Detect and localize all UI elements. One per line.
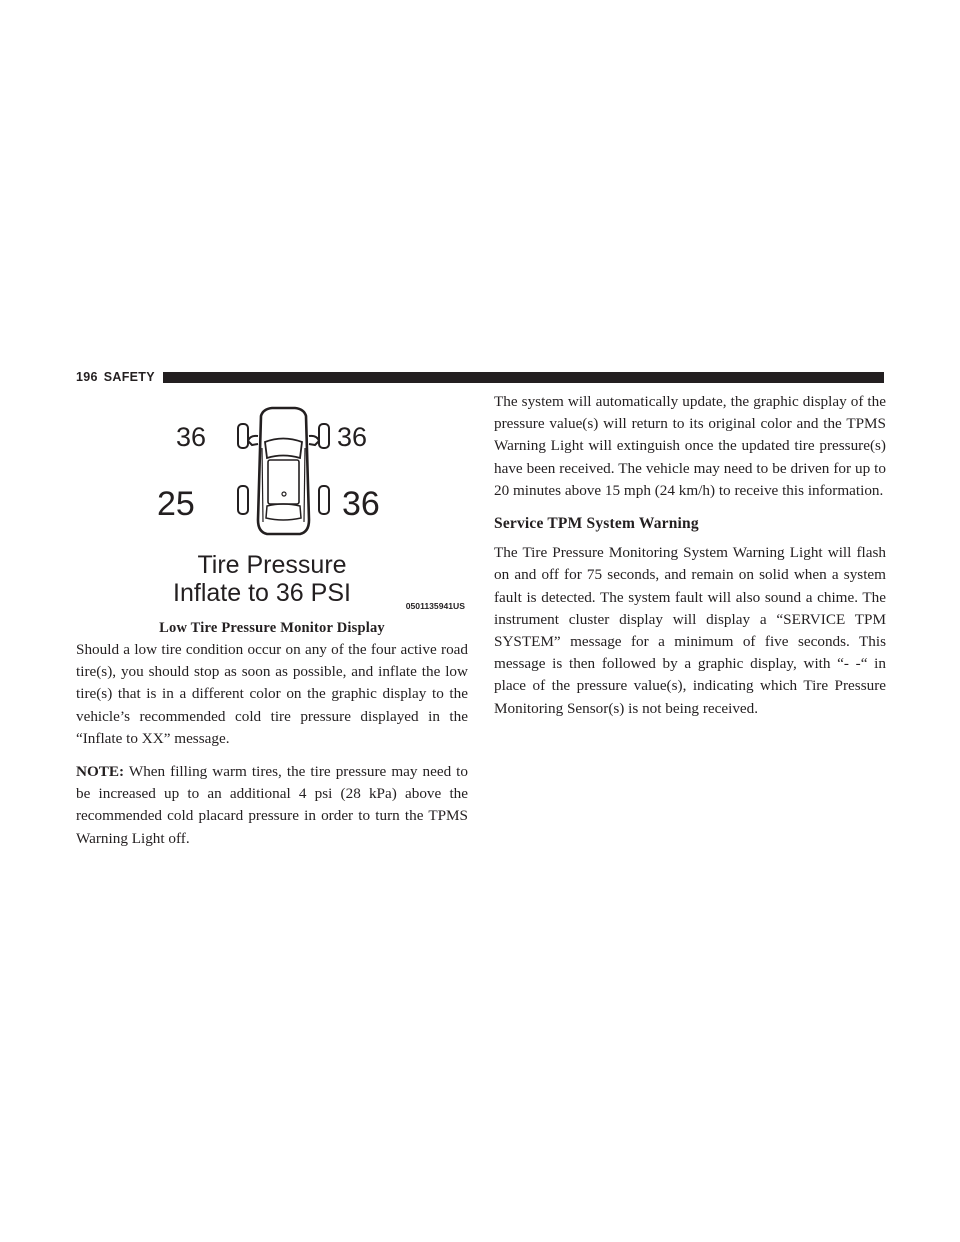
tire-pressure-message-inflate: Inflate to 36 PSI	[173, 579, 351, 607]
page-header	[76, 370, 884, 384]
note-text: When filling warm tires, the tire pressure may need to be increased up to an additional 4 psi (28 kPa) above the recommended cold placard pressure in order to turn the TPMS Warning Light off.	[76, 763, 468, 847]
figure-caption: Low Tire Pressure Monitor Display	[159, 620, 385, 636]
paragraph-service-warning: The Tire Pressure Monitoring System Warning Light will flash on and off for 75 seconds, and remain on solid when a system fault is detected. The system fault will also sound a chime. The instrument cluster display will display a “SERVICE TPM SYSTEM” message for a minimum of five seconds. This message is then followed by a graphic display, with “- -“ in place of the pressure value(s), indicating which Tire Pressure Monitoring Sensor(s) is not being received.	[494, 544, 886, 717]
paragraph-low-tire: Should a low tire condition occur on any of the four active road tire(s), you should stop as soon as possible, and inflate the low tire(s) that is in a different color on the graphic display to the vehicle’s recommended cold tire pressure displayed in the “Inflate to XX” message.	[76, 641, 468, 747]
section-heading: Service TPM System Warning	[494, 515, 699, 533]
note-label: NOTE:	[76, 763, 125, 781]
section-title: SAFETY	[103, 370, 155, 384]
tire-pressure-figure	[150, 402, 468, 620]
left-column	[76, 639, 468, 861]
page-number: 196	[76, 370, 98, 384]
note-paragraph	[76, 761, 468, 850]
tire-front-left-pressure: 36	[176, 422, 207, 452]
paragraph-auto-update: The system will automatically update, the graphic display of the pressure value(s) will return to its original color and the TPMS Warning Light will extinguish once the updated tire pressure(s) have been received. The vehicle may need to be driven for up to 20 minutes above 15 mph (24 km/h) to receive this information.	[494, 393, 886, 499]
tire-front-right-pressure: 36	[337, 422, 368, 452]
tire-rear-left-pressure: 25	[157, 485, 195, 523]
tire-rear-right-pressure: 36	[342, 485, 380, 523]
header-rule	[163, 372, 884, 383]
tire-pressure-message-title: Tire Pressure	[197, 551, 347, 579]
figure-code: 0501135941US	[405, 601, 465, 611]
right-column	[494, 391, 886, 731]
vehicle-top-view-icon	[238, 408, 329, 534]
